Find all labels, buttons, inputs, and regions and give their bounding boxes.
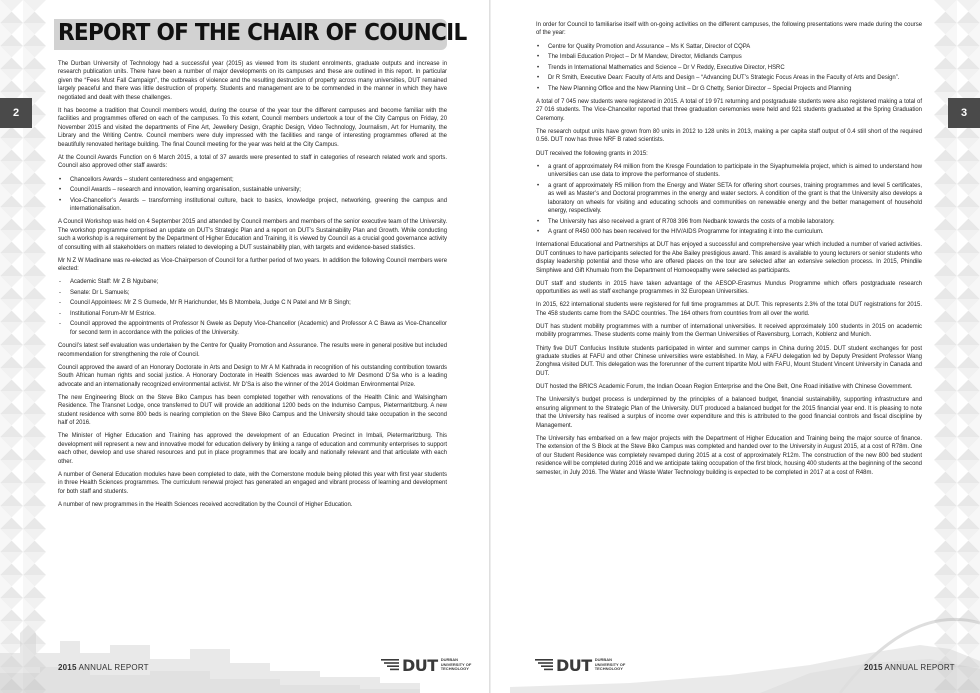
awards-list [58,176,447,214]
list-item: • Chancellors Awards – student centeredness and engagement; [58,176,447,184]
list-item: • The Imbali Education Project – Dr M Mandew, Director, Midlands Campus [536,53,922,61]
list-item: • Centre for Quality Promotion and Assurance – Ms K Sattar, Director of CQPA [536,43,922,51]
paragraph: The Durban University of Technology had a successful year (2015) as viewed from its student enrolments, graduate outputs and increase in research publication units. There have been a number of major developments on its campuses and these are outlined in this report. In particular given the “Fees Must Fall Campaign”, the outbreaks of violence and the resulting destruction of property across many universities, DUT remained largely peaceful and there was little destruction of property. Students and management are to be commended in the manner in which they have negotiated and dealt with these challenges. [58,61,447,101]
left-text-column [58,60,447,514]
footer-year: 2015 [58,663,77,672]
dut-logo [381,654,471,676]
list-item: - Institutional Forum-Mr M Estrice. [58,310,447,318]
paragraph: The new Engineering Block on the Steve Biko Campus has been completed together with renovations of the Health Clinic and Walsingham Residence. The Transnet Lodge, once transferred to DUT will provide an additional 1200 beds on the Indumiso Campus, Pietermaritzburg. A new student residence with some 800 beds is nearing completion on the Steve Biko Campus and the University should take occupation in the second half of 2016. [58,394,447,427]
paragraph: Mr N Z W Madinane was re-elected as Vice-Chairperson of Council for a further period of two years. In addition the following Council members were elected: [58,257,447,273]
footer-label: ANNUAL REPORT [884,663,955,672]
list-item: • A grant of R450 000 has been received for the HIV/AIDS Programme for integrating it into the curriculum. [536,228,922,236]
paragraph: The Minister of Higher Education and Training has approved the development of an Education Precinct in Imbali, Pietermaritzburg. This development will represent a new and innovative model for education delivery by linking a range of education and community enterprises to support each other, develop and use shared resources and put in place programmes that are locally and nationally relevant and that articulate with each other. [58,433,447,465]
right-text-column [536,21,922,482]
logo-subtext [595,658,626,672]
paragraph: At the Council Awards Function on 6 March 2015, a total of 37 awards were presented to staff in categories of research related work and sports. Council also approved other staff awards: [58,154,447,170]
presentations-list [536,43,922,94]
list-item: • a grant of approximately R4 million from the Kresge Foundation to participate in the Siyaphumelela project, which is aimed to understand how universities can use data to improve the performance of students. [536,163,922,180]
paragraph: It has become a tradition that Council members would, during the course of the year tour the different campuses and become familiar with the facilities and programmes offered on each of the campuses. To this extent, Council members undertook a tour of the City Campus on Friday, 20 November 2015 and visited the departments of Fine Art, Jewellery Design, Graphic Design, Video Technology, Journalism, Art for Humanity, the Library and the Writing Centre. Council members were duly impressed with the facilities and range of interesting programmes offered at the beautifully renovated heritage building. The final Council meeting for the year was held at the City Campus. [58,107,447,148]
paragraph: DUT received the following grants in 2015: [536,150,648,157]
footer-annual-report [58,663,149,672]
page-number: 2 [12,107,20,119]
footer-label: ANNUAL REPORT [78,663,149,672]
logo-line: DURBAN [594,657,613,663]
grants-list [536,163,922,237]
list-item: - Academic Staff: Mr Z B Ngubane; [58,278,447,286]
paragraph: DUT staff and students in 2015 have taken advantage of the AESOP-Erasmus Mundus Programme which offers postgraduate research opportunities as well as staff exchange programmes in 32 European Universities. [536,280,922,296]
stadium-skyline-illustration [510,583,980,693]
logo-line: UNIVERSITY OF [440,661,472,667]
logo-text: DUT [556,655,592,675]
dut-logo [535,654,625,676]
footer-annual-report [864,663,955,672]
page-number: 3 [960,107,968,119]
list-item: - Council approved the appointments of Professor N Gwele as Deputy Vice-Chancellor (Academic) and Professor A C Bawa as Vice-Chancellor for second term in accordance with the policies of the University. [58,320,447,337]
paragraph: Thirty five DUT Confucius Institute students participated in winter and summer camps in China during 2015. DUT student exchanges for post graduate studies at FAFU and other Chinese universities were established. In May, a FAFU delegation led by Deputy President Professor Wang Zonghwa visited DUT. This delegation was the forerunner of the current tripartite MoU with FAFU, Mount Student Vincent University in Canada and DUT. [536,345,922,377]
logo-line: DURBAN [440,657,459,663]
list-item: • a grant of approximately R5 million from the Energy and Water SETA for offering short courses, training programmes and level 5 certificates, as well as Master’s and Doctoral programmes in the energy and water sectors. A condition of the grant is that the University also develops a laboratory on wheels for visiting and educating schools and communities on renewable energy and the better management of household energy, respectively. [536,182,922,216]
paragraph: A Council Workshop was held on 4 September 2015 and attended by Council members and members of the senior executive team of the University. The workshop programme comprised an update on DUT’s Strategic Plan and a report on DUT’s Sustainability Plan and Growth. While conducting such a workshop is a requirement by the Department of Higher Education and Training, it is viewed by Council as a crucial good governance activity of consulting with all stakeholders on matters related to developing a DUT sustainability plan, with targets and evidence-based statistics. [58,219,447,251]
campus-skyline-illustration [0,583,420,693]
page-number-tab [948,98,980,128]
list-item: - Council Appointees: Mr Z S Gumede, Mr R Harichunder, Ms B Ntombela, Judge C N Patel and Mr B Singh; [58,299,447,307]
list-item: • Council Awards – research and innovation, learning organisation, sustainable university; [58,186,447,194]
list-item: - Senate: Dr L Samuels; [58,289,447,297]
paragraph: A number of General Education modules have been completed to date, with the Cornerstone module being piloted this year with first year students in three Health Sciences programmes. The curriculum renewal project has generated an engaged and vibrant process of learning and development for both staff and students. [58,471,447,495]
dut-stripes-icon [381,658,399,672]
paragraph: The University has embarked on a few major projects with the Department of Higher Education and Training being the major source of finance. The extension of the S Block at the Steve Biko Campus was completed and handed over to the University in August 2015, at a cost of R78m. One of our Student Residence was completely revamped during 2015 at a cost of approximately R12m. The construction of the new 800 bed student residence will be completed during 2016 and we anticipate taking occupation of the first block, housing 400 students at the beginning of the second semester, in July 2016. The Water and Waste Water Technology building is expected to be completed in 2017 at a cost of R48m. [536,435,922,476]
paragraph: International Educational and Partnerships at DUT has enjoyed a successful and comprehensive year which included a number of varied activities. DUT continues to have participants selected for the Abe Bailey prestigious award. This award is available to young lecturers or senior students who display leadership potential and those who are offered places on the tour are selected after an extensive selection process. In 2015, Phindile Simphiwe and Gift Khumalo from the Department of Homoeopathy were selected as participants. [536,242,922,274]
paragraph: Council’s latest self evaluation was undertaken by the Centre for Quality Promotion and Assurance. The results were in general positive but included recommendation for strengthening the role of Council. [58,343,447,358]
page-title: REPORT OF THE CHAIR OF COUNCIL [58,18,467,46]
logo-subtext [441,658,472,672]
logo-text: DUT [402,655,438,675]
paragraph: A total of 7 045 new students were registered in 2015. A total of 19 971 returning and postgraduate students were also registered making a total of 27 016 students. The Vice-Chancellor reported that three graduation ceremonies were held and 921 students graduated at the Spring Graduation Ceremony. [536,98,922,122]
list-item: • Trends in International Mathematics and Science – Dr V Reddy, Executive Director, HSRC [536,64,922,72]
list-item: • The New Planning Office and the New Planning Unit – Dr G Chetty, Senior Director – Special Projects and Planning [536,85,922,93]
paragraph: A number of new programmes in the Health Sciences received accreditation by the Council of Higher Education. [58,501,353,508]
footer-year: 2015 [864,663,883,672]
paragraph: DUT has student mobility programmes with a number of international universities. It received approximately 100 students in 2015 on academic mobility programmes. These students come mainly from the German Universities of Ravensburg, Lorrach, Koblenz and Munich. [536,323,922,339]
dut-stripes-icon [535,658,553,672]
list-item: • The University has also received a grant of R708 396 from Nedbank towards the costs of a mobile laboratory. [536,218,922,226]
paragraph: In 2015, 622 international students were registered for full time programmes at DUT. This represents 2.3% of the total DUT registrations for 2015. The 458 students came from the SADC countries. The 164 others from countries from all over the world. [536,302,922,317]
page-number-tab [0,98,32,128]
paragraph: The University’s budget process is underpinned by the principles of a balanced budget, financial sustainability, supporting infrastructure and ensuring alignment to the Strategic Plan of the University. DUT produced a balanced budget for the 2015 financial year end. It is pleasing to note that the University has realised a surplus of income over expenditure and this is attributed to the good financial controls and fiscal discipline by Management. [536,397,922,429]
logo-line: TECHNOLOGY [594,666,623,672]
elected-members-list [58,278,447,337]
paragraph: DUT hosted the BRICS Academic Forum, the Indian Ocean Region Enterprise and the One Belt, One Road initiative with Chinese Government. [536,384,913,391]
paragraph: Council approved the award of an Honorary Doctorate in Arts and Design to Mr A M Kathrada in recognition of his outstanding contribution towards South African human rights and social justice. A Honorary Doctorate in Health Sciences was awarded to Mr Desmond D’Sa who is a leading advocate and an internationally recognized environmental activist. Mr D’Sa is also the winner of the 2014 Goldman Environmental Prize. [58,364,447,388]
logo-line: TECHNOLOGY [440,666,469,672]
logo-line: UNIVERSITY OF [594,661,626,667]
paragraph: The research output units have grown from 80 units in 2012 to 128 units in 2013, making a per capita staff output of 0.4 still short of the required 0.56. DUT now has three NRF B rated scientists. [536,128,922,144]
list-item: • Dr R Smith, Executive Dean: Faculty of Arts and Design – “Advancing DUT’s Strategic Focus Areas in the Faculty of Arts and Design”. [536,74,922,82]
list-item: • Vice-Chancellor’s Awards – transforming institutional culture, back to basics, knowledge project, networking, greening the campus and internationalisation. [58,197,447,214]
paragraph: In order for Council to familiarise itself with on-going activities on the different campuses, the following presentations were made during the course of the year: [536,22,922,37]
